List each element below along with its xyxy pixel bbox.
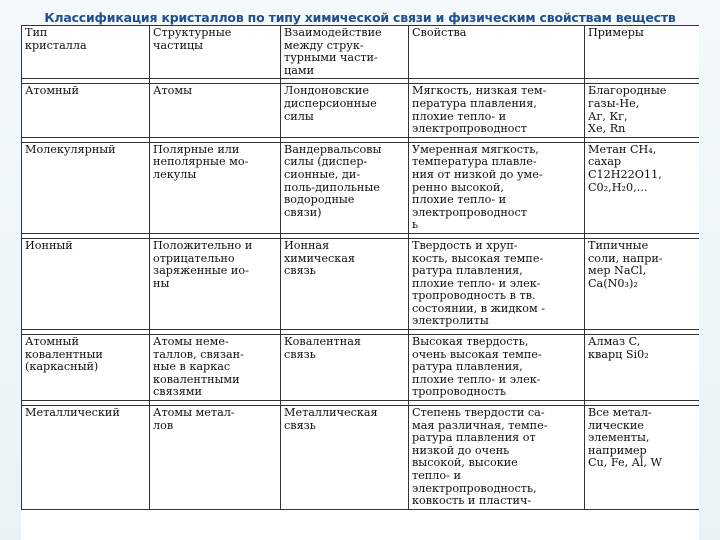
cell-properties-line: ратура плавления от: [412, 431, 536, 445]
cell-examples-line: Cu, Fe, Al, W: [588, 456, 663, 470]
cell-examples: [585, 335, 700, 401]
cell-properties-line: ратура плавления,: [412, 360, 523, 374]
cell-examples-line: Благородные: [588, 84, 667, 98]
header-interaction-line: между струк-: [284, 38, 364, 52]
cell-examples-line: соли, напри-: [588, 251, 663, 265]
cell-examples-line: кварц Si0₂: [588, 347, 649, 361]
cell-properties-line: высокой, высокие: [412, 456, 518, 470]
cell-type-line: ковалентныи: [25, 347, 103, 361]
header-type-line: Тип: [25, 26, 48, 39]
header-type: [22, 26, 150, 79]
header-properties-line: Свойства: [412, 26, 467, 39]
cell-properties-line: Высокая твердость,: [412, 335, 529, 349]
cell-examples-line: например: [588, 443, 647, 457]
cell-type-line: Атомный: [25, 84, 79, 98]
cell-interaction-line: связь: [284, 264, 316, 278]
cell-particles-line: Полярные или: [153, 142, 240, 156]
crystal-classification-table: [21, 25, 699, 510]
cell-type: [22, 84, 150, 137]
cell-examples-line: Все метал-: [588, 406, 652, 420]
cell-examples-line: элементы,: [588, 431, 650, 445]
cell-interaction-line: химическая: [284, 251, 355, 265]
cell-properties-line: электропроводност: [412, 122, 527, 136]
header-interaction: [281, 26, 409, 79]
cell-properties: [409, 142, 585, 233]
cell-interaction-line: силы: [284, 109, 314, 123]
cell-particles-line: Атомы неме-: [153, 335, 229, 349]
cell-examples-line: Хе, Rn: [588, 122, 626, 136]
cell-interaction-line: водородные: [284, 193, 355, 207]
header-particles-line: частицы: [153, 38, 204, 52]
cell-examples: [585, 406, 700, 510]
cell-examples-line: мер NaCl,: [588, 264, 647, 278]
cell-examples-line: C12H22O11,: [588, 167, 662, 181]
cell-properties-line: плохие тепло- и элек-: [412, 276, 541, 290]
header-particles-line: Структурные: [153, 26, 232, 39]
cell-properties-line: тропроводность: [412, 385, 507, 399]
cell-interaction-line: дисперсионные: [284, 96, 377, 110]
cell-type-line: Атомный: [25, 335, 79, 349]
cell-interaction: [281, 406, 409, 510]
cell-interaction: [281, 238, 409, 329]
header-properties: [409, 26, 585, 79]
cell-type: [22, 142, 150, 233]
crystal-classification-table-wrap: [21, 25, 699, 540]
cell-properties-line: ния от низкой до уме-: [412, 167, 543, 181]
cell-particles: [150, 406, 281, 510]
cell-particles-line: неполярные мо-: [153, 155, 249, 169]
cell-properties-line: Мягкость, низкая тем-: [412, 84, 547, 98]
cell-properties: [409, 84, 585, 137]
cell-particles: [150, 335, 281, 401]
cell-interaction-line: Ковалентная: [284, 335, 361, 349]
cell-type-line: Ионный: [25, 238, 73, 252]
header-interaction-line: турными части-: [284, 51, 378, 65]
cell-particles-line: отрицательно: [153, 251, 235, 265]
header-particles: [150, 26, 281, 79]
cell-properties-line: очень высокая темпе-: [412, 347, 542, 361]
table-row: [22, 238, 700, 329]
cell-interaction-line: поль-дипольные: [284, 180, 380, 194]
cell-properties-line: низкой до очень: [412, 443, 510, 457]
cell-properties-line: Твердость и хруп-: [412, 238, 518, 252]
cell-interaction-line: Вандервальсовы: [284, 142, 382, 156]
cell-properties-line: ь: [412, 218, 419, 232]
cell-properties-line: Степень твердости са-: [412, 406, 545, 420]
header-examples: [585, 26, 700, 79]
cell-particles-line: лов: [153, 418, 174, 432]
cell-properties-line: температура плавле-: [412, 155, 537, 169]
cell-interaction-line: Лондоновские: [284, 84, 369, 98]
cell-particles: [150, 142, 281, 233]
cell-interaction-line: связь: [284, 347, 316, 361]
table-row: [22, 142, 700, 233]
cell-interaction-line: силы (диспер-: [284, 155, 368, 169]
cell-particles-line: связями: [153, 385, 202, 399]
cell-examples-line: Метан CH₄,: [588, 142, 657, 156]
cell-examples-line: лические: [588, 418, 644, 432]
cell-examples-line: сахар: [588, 155, 622, 169]
table-row: [22, 335, 700, 401]
cell-particles-line: Атомы: [153, 84, 193, 98]
cell-properties-line: электропроводност: [412, 205, 527, 219]
cell-interaction-line: связи): [284, 205, 322, 219]
cell-particles: [150, 84, 281, 137]
cell-examples-line: Алмаз C,: [588, 335, 641, 349]
cell-particles-line: заряженные ио-: [153, 264, 249, 278]
cell-examples: [585, 142, 700, 233]
cell-interaction: [281, 84, 409, 137]
cell-type: [22, 406, 150, 510]
cell-interaction-line: Металлическая: [284, 406, 378, 420]
cell-properties-line: плохие тепло- и элек-: [412, 372, 541, 386]
cell-properties: [409, 238, 585, 329]
cell-particles-line: таллов, связан-: [153, 347, 244, 361]
cell-particles-line: Атомы метал-: [153, 406, 235, 420]
cell-type-line: (каркасный): [25, 360, 99, 374]
page-title: Классификация кристаллов по типу химической связи и физическим свойствам веществ: [44, 10, 676, 25]
cell-interaction-line: сионные, ди-: [284, 167, 361, 181]
cell-particles-line: ны: [153, 276, 170, 290]
cell-examples-line: C0₂,H₂0,...: [588, 180, 648, 194]
cell-particles-line: ные в каркас: [153, 360, 231, 374]
cell-examples: [585, 84, 700, 137]
cell-properties-line: плохие тепло- и: [412, 109, 507, 123]
header-interaction-line: цами: [284, 63, 315, 77]
cell-interaction-line: Ионная: [284, 238, 330, 252]
cell-type-line: Металлический: [25, 406, 120, 420]
cell-properties-line: тропроводность в тв.: [412, 289, 536, 303]
cell-particles-line: ковалентными: [153, 372, 240, 386]
header-examples-line: Примеры: [588, 26, 644, 39]
cell-properties-line: состоянии, в жидком -: [412, 301, 545, 315]
cell-examples: [585, 238, 700, 329]
cell-properties-line: тепло- и: [412, 469, 461, 482]
cell-type: [22, 238, 150, 329]
cell-properties-line: кость, высокая темпе-: [412, 251, 544, 265]
table-row: [22, 406, 700, 510]
cell-interaction-line: связь: [284, 418, 316, 432]
cell-properties-line: пература плавления,: [412, 96, 537, 110]
cell-properties: [409, 335, 585, 401]
cell-properties-line: ковкость и пластич-: [412, 494, 532, 508]
cell-examples-line: газы-Не,: [588, 96, 640, 110]
cell-properties-line: ренно высокой,: [412, 180, 504, 194]
cell-type: [22, 335, 150, 401]
cell-type-line: Молекулярный: [25, 142, 116, 156]
cell-particles: [150, 238, 281, 329]
cell-properties-line: мая различная, темпе-: [412, 418, 548, 432]
cell-properties-line: плохие тепло- и: [412, 193, 507, 207]
cell-particles-line: Положительно и: [153, 238, 253, 252]
cell-properties-line: Умеренная мягкость,: [412, 142, 539, 156]
cell-properties-line: ратура плавления,: [412, 264, 523, 278]
cell-particles-line: лекулы: [153, 167, 197, 181]
cell-examples-line: Типичные: [588, 238, 649, 252]
cell-examples-line: Аг, Кг,: [588, 109, 628, 123]
cell-examples-line: Ca(N0₃)₂: [588, 276, 638, 290]
cell-interaction: [281, 335, 409, 401]
table-row: [22, 84, 700, 137]
cell-interaction: [281, 142, 409, 233]
table-header-row: [22, 26, 700, 79]
cell-properties: [409, 406, 585, 510]
header-interaction-line: Взаимодействие: [284, 26, 382, 39]
cell-properties-line: электролиты: [412, 314, 489, 328]
cell-properties-line: электропроводность,: [412, 481, 537, 495]
header-type-line: кристалла: [25, 38, 87, 52]
